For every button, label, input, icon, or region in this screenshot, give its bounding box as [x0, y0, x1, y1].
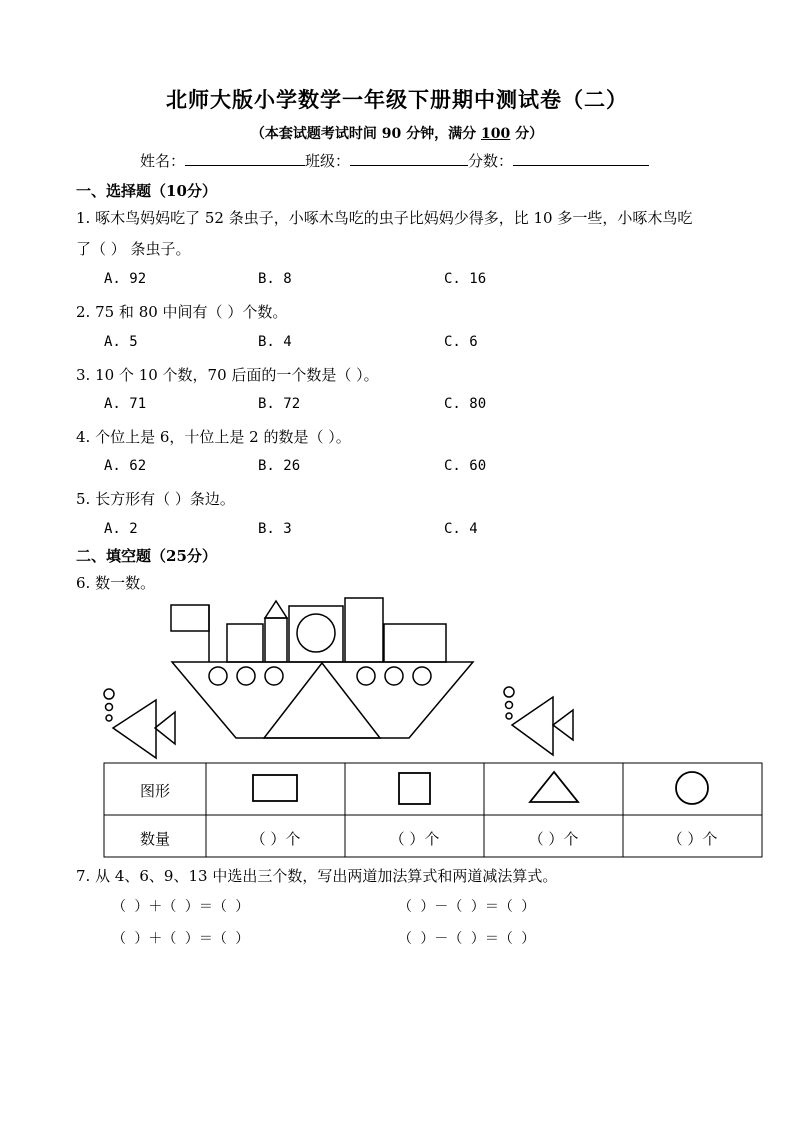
ship-chimney-rect: [265, 618, 287, 662]
q2-option-a[interactable]: A. 5: [104, 334, 138, 350]
porthole-3: [265, 667, 283, 685]
q1-line2: 了（ ） 条虫子。: [76, 240, 191, 258]
porthole-4: [357, 667, 375, 685]
answer-square-count[interactable]: （ ）个: [389, 830, 440, 848]
subtitle-pre: （本套试题考试时间 90 分钟，满分: [250, 126, 481, 142]
q3-option-b[interactable]: B. 72: [258, 396, 301, 412]
q4-text: 4. 个位上是 6，十位上是 2 的数是（ ）。: [76, 428, 351, 446]
q1-option-b[interactable]: B. 8: [258, 271, 292, 287]
student-info-row: [140, 150, 649, 171]
q5-option-c[interactable]: C. 4: [444, 521, 478, 537]
left-fish-tail: [155, 712, 175, 744]
answer-triangle-count[interactable]: （ ）个: [528, 830, 579, 848]
name-field[interactable]: [185, 151, 305, 166]
answer-circle-count[interactable]: （ ）个: [667, 830, 718, 848]
q7-add-expr-1[interactable]: （ ）＋（ ）＝（ ）: [112, 899, 250, 915]
q7-sub-expr-2[interactable]: （ ）－（ ）＝（ ）: [398, 931, 536, 947]
left-fish-bubble-1: [104, 689, 114, 699]
q4-option-c[interactable]: C. 60: [444, 458, 487, 474]
class-field[interactable]: [350, 151, 468, 166]
porthole-5: [385, 667, 403, 685]
porthole-6: [413, 667, 431, 685]
triangle-icon: [530, 772, 578, 802]
right-fish-tail: [553, 710, 573, 740]
q4-option-a[interactable]: A. 62: [104, 458, 147, 474]
left-fish-bubble-3: [106, 715, 112, 721]
ship-tall-rect: [345, 598, 383, 662]
circle-icon: [676, 772, 708, 804]
q5-option-b[interactable]: B. 3: [258, 521, 292, 537]
table-label-shape: 图形: [139, 782, 170, 800]
q2-option-b[interactable]: B. 4: [258, 334, 292, 350]
right-fish-bubble-2: [506, 702, 513, 709]
q5-option-a[interactable]: A. 2: [104, 521, 138, 537]
class-label: 班级：: [305, 152, 351, 170]
q5-text: 5. 长方形有（ ）条边。: [76, 490, 235, 508]
section-1-heading: 一、选择题（10分）: [76, 182, 217, 200]
ship-cabin-rect-1: [227, 624, 263, 662]
name-label: 姓名：: [140, 152, 186, 170]
section-2-heading: 二、填空题（25分）: [76, 547, 217, 565]
left-fish-body: [113, 700, 156, 758]
q7-text: 7. 从 4、6、9、13 中选出三个数，写出两道加法算式和两道减法算式。: [76, 867, 558, 885]
q7-sub-expr-1[interactable]: （ ）－（ ）＝（ ）: [398, 899, 536, 915]
q2-text: 2. 75 和 80 中间有（ ）个数。: [76, 303, 288, 321]
ship-hull: [172, 662, 473, 738]
q1-option-c[interactable]: C. 16: [444, 271, 487, 287]
q1-line1: 1. 啄木鸟妈妈吃了 52 条虫子，小啄木鸟吃的虫子比妈妈少得多，比 10 多一些，小啄木鸟吃: [76, 209, 693, 227]
page-title: 北师大版小学数学一年级下册期中测试卷（二）: [166, 87, 628, 112]
ship-square: [289, 606, 343, 662]
ship-cabin-rect-2: [384, 624, 446, 662]
q6-text: 6. 数一数。: [76, 574, 156, 592]
subtitle-post: 分）: [510, 126, 544, 142]
rectangle-icon: [253, 775, 297, 801]
score-field[interactable]: [513, 151, 649, 166]
left-fish-bubble-2: [106, 704, 113, 711]
porthole-2: [237, 667, 255, 685]
ship-chimney-triangle: [265, 601, 287, 618]
right-fish-bubble-1: [504, 687, 514, 697]
exam-subtitle: [0, 123, 794, 143]
answer-rectangle-count[interactable]: （ ）个: [250, 830, 301, 848]
q7-add-expr-2[interactable]: （ ）＋（ ）＝（ ）: [112, 931, 250, 947]
table-label-count: 数量: [139, 830, 170, 848]
q3-text: 3. 10 个 10 个数，70 后面的一个数是（ ）。: [76, 366, 379, 384]
full-score: 100: [481, 126, 511, 142]
right-fish-body: [512, 697, 553, 755]
q3-option-c[interactable]: C. 80: [444, 396, 487, 412]
ship-flag-rect: [171, 605, 209, 631]
ship-hull-triangle: [264, 663, 380, 738]
q3-option-a[interactable]: A. 71: [104, 396, 147, 412]
square-icon: [399, 773, 430, 804]
right-fish-bubble-3: [506, 713, 512, 719]
q4-option-b[interactable]: B. 26: [258, 458, 301, 474]
ship-square-circle: [297, 614, 335, 652]
score-label: 分数：: [468, 152, 514, 170]
q1-option-a[interactable]: A. 92: [104, 271, 147, 287]
porthole-1: [209, 667, 227, 685]
q2-option-c[interactable]: C. 6: [444, 334, 478, 350]
